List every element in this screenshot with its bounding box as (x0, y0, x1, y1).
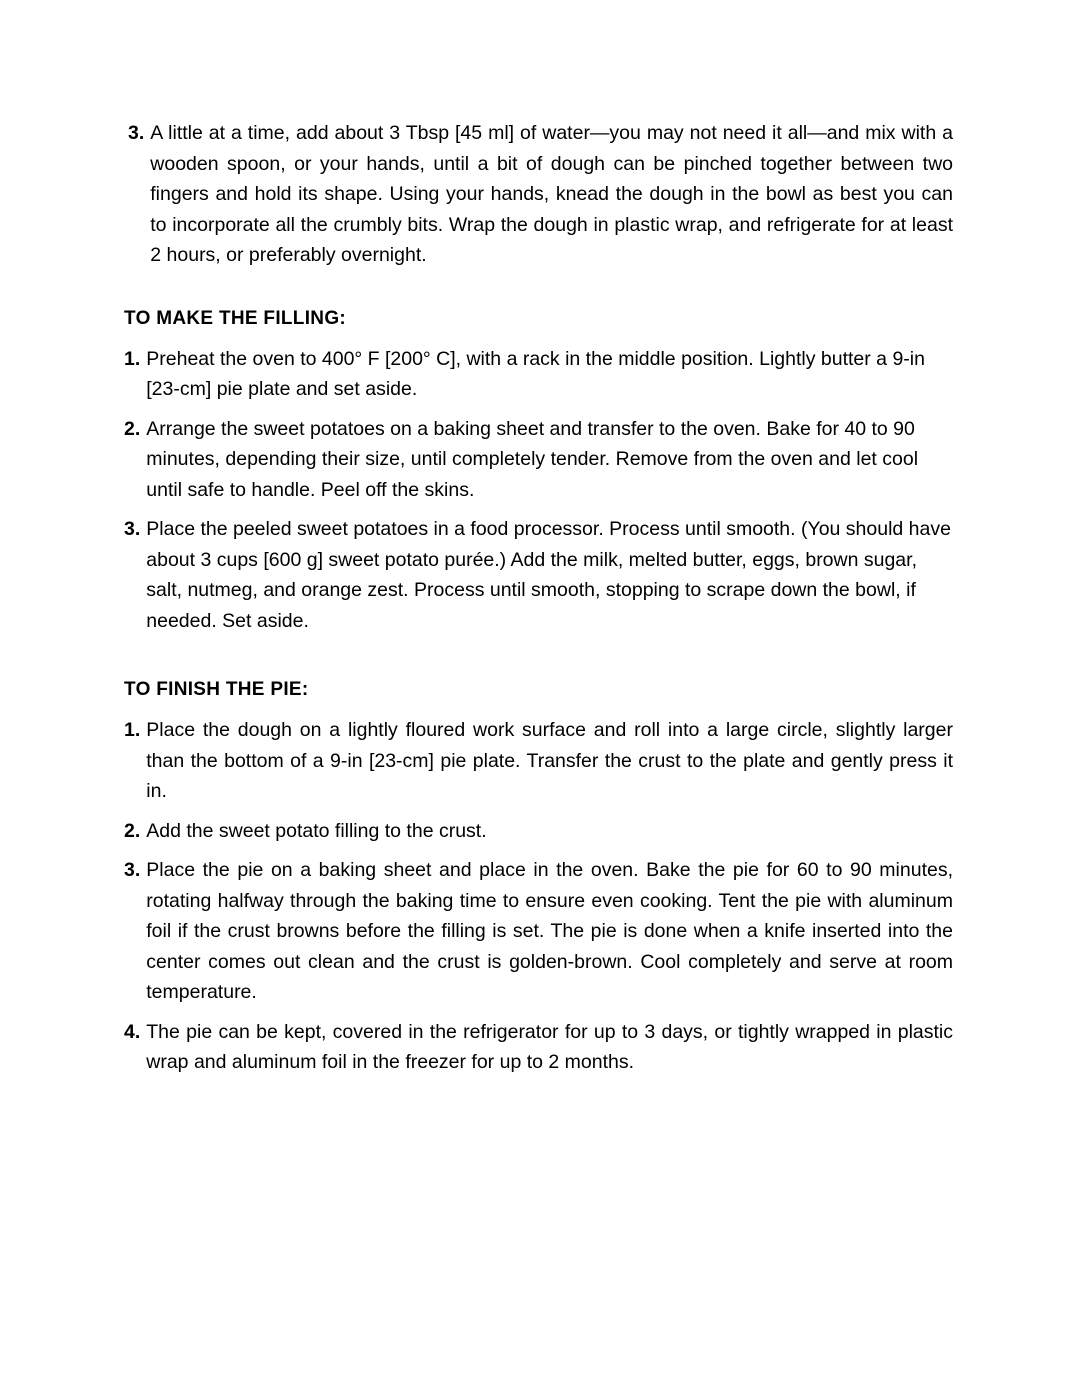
list-item (124, 414, 953, 506)
list-item (124, 816, 953, 847)
list-item (124, 344, 953, 405)
section-heading-filling: TO MAKE THE FILLING: (124, 307, 347, 329)
step-text: Preheat the oven to 400° F [200° C], with a rack in the middle position. Lightly butter a 9-in [23-cm] pie plate and set aside. (146, 347, 925, 400)
section-heading-finish: TO FINISH THE PIE: (124, 679, 309, 700)
finish-steps-block (124, 715, 953, 1078)
step-text: Add the sweet potato filling to the crust. (146, 819, 487, 842)
step-text: A little at a time, add about 3 Tbsp [45 ml] of water—you may not need it all—and mix with a wooden spoon, or your hands, until a bit of dough can be pinched together between two fingers and hold its shape. Using your hands, knead the dough in the bowl as best you can to incorporate all the crumbly bits. Wrap the dough in plastic wrap, and refrigerate for at least 2 hours, or preferably overnight. (150, 122, 953, 266)
step-number: 2. (124, 819, 141, 842)
step-text: Place the pie on a baking sheet and place in the oven. Bake the pie for 60 to 90 minutes, rotating halfway through the baking time to ensure even cooking. Tent the pie with aluminum foil if the crust browns before the filling is set. The pie is done when a knife inserted into the center comes out clean and the crust is golden-brown. Cool completely and serve at room temperature. (146, 859, 953, 1003)
list-item (124, 715, 953, 807)
step-text: The pie can be kept, covered in the refrigerator for up to 3 days, or tightly wrapped in plastic wrap and aluminum foil in the freezer for up to 2 months. (146, 1020, 953, 1073)
page-content (124, 118, 953, 1078)
step-text: Place the dough on a lightly floured work surface and roll into a large circle, slightly larger than the bottom of a 9-in [23-cm] pie plate. Transfer the crust to the plate and gently press it in. (146, 719, 953, 802)
spacer (124, 274, 953, 308)
list-item (124, 855, 953, 1008)
step-text: Arrange the sweet potatoes on a baking sheet and transfer to the oven. Bake for 40 to 90 minutes, depending their size, until completely tender. Remove from the oven and let cool until safe to handle. Peel off the skins. (146, 417, 919, 501)
step-text: Place the peeled sweet potatoes in a food processor. Process until smooth. (You should have about 3 cups [600 g] sweet potato purée.) Add the milk, melted butter, eggs, brown sugar, salt, nutmeg, and orange zest. Process until smooth, stopping to scrape down the bowl, if needed. Set aside. (146, 518, 951, 632)
list-item (124, 1017, 953, 1078)
crust-steps-block (124, 118, 953, 271)
step-number: 3. (124, 859, 141, 881)
step-number: 3. (128, 122, 145, 144)
filling-steps-block (124, 344, 953, 637)
list-item (124, 118, 953, 271)
step-number: 4. (124, 1020, 141, 1043)
spacer (124, 639, 953, 679)
step-number: 3. (124, 518, 141, 540)
step-number: 1. (124, 719, 141, 741)
list-item (124, 514, 953, 636)
step-number: 1. (124, 347, 141, 370)
spacer (124, 330, 953, 344)
spacer (124, 701, 953, 715)
step-number: 2. (124, 417, 141, 440)
